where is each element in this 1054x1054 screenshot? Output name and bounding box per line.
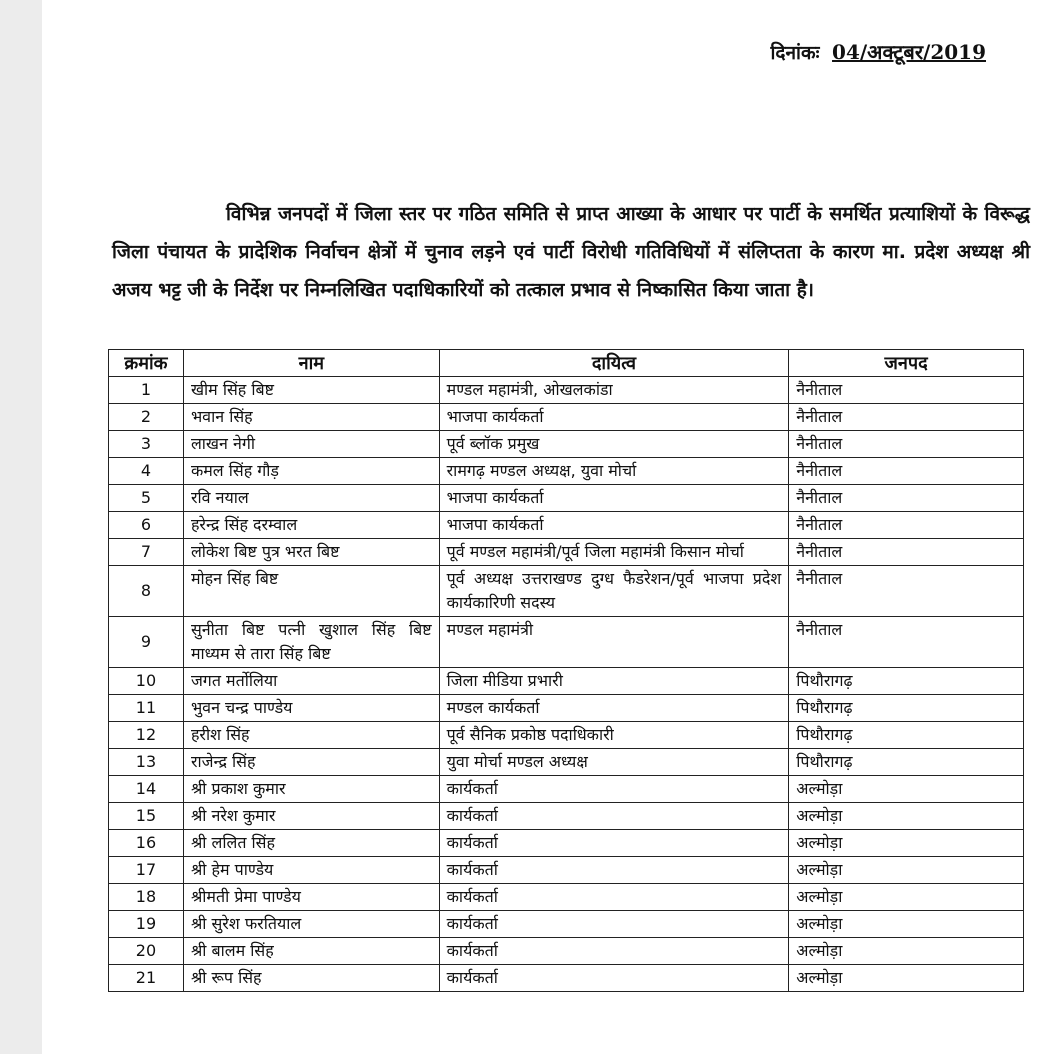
- name-cell: श्री रूप सिंह: [183, 965, 439, 992]
- serial-number-cell: 14: [109, 776, 184, 803]
- serial-number-cell: 17: [109, 857, 184, 884]
- serial-number-cell: 18: [109, 884, 184, 911]
- role-cell: भाजपा कार्यकर्ता: [439, 404, 789, 431]
- table-row: [109, 404, 1024, 431]
- table-row: [109, 377, 1024, 404]
- district-cell: अल्मोड़ा: [789, 884, 1024, 911]
- serial-number-cell: 12: [109, 722, 184, 749]
- district-cell: अल्मोड़ा: [789, 911, 1024, 938]
- serial-number-cell: 15: [109, 803, 184, 830]
- role-cell: भाजपा कार्यकर्ता: [439, 485, 789, 512]
- name-cell: कमल सिंह गौड़: [183, 458, 439, 485]
- district-cell: नैनीताल: [789, 539, 1024, 566]
- name-cell: श्री ललित सिंह: [183, 830, 439, 857]
- district-cell: अल्मोड़ा: [789, 776, 1024, 803]
- serial-number-cell: 21: [109, 965, 184, 992]
- role-cell: कार्यकर्ता: [439, 776, 789, 803]
- name-cell: श्री नरेश कुमार: [183, 803, 439, 830]
- table-body: [109, 377, 1024, 992]
- header-district: जनपद: [789, 350, 1024, 377]
- name-cell: हरीश सिंह: [183, 722, 439, 749]
- serial-number-cell: 19: [109, 911, 184, 938]
- role-cell: पूर्व ब्लॉक प्रमुख: [439, 431, 789, 458]
- role-cell: जिला मीडिया प्रभारी: [439, 668, 789, 695]
- role-cell: कार्यकर्ता: [439, 857, 789, 884]
- date-line: [771, 38, 987, 65]
- district-cell: अल्मोड़ा: [789, 938, 1024, 965]
- table-row: [109, 857, 1024, 884]
- name-cell: मोहन सिंह बिष्ट: [183, 566, 439, 617]
- role-cell: रामगढ़ मण्डल अध्यक्ष, युवा मोर्चा: [439, 458, 789, 485]
- table-row: [109, 539, 1024, 566]
- district-cell: अल्मोड़ा: [789, 803, 1024, 830]
- district-cell: नैनीताल: [789, 566, 1024, 617]
- table-row: [109, 911, 1024, 938]
- district-cell: पिथौरागढ़: [789, 668, 1024, 695]
- district-cell: पिथौरागढ़: [789, 749, 1024, 776]
- table-row: [109, 458, 1024, 485]
- expelled-members-table: [108, 349, 1024, 992]
- name-cell: रवि नयाल: [183, 485, 439, 512]
- serial-number-cell: 6: [109, 512, 184, 539]
- serial-number-cell: 2: [109, 404, 184, 431]
- name-cell: श्री बालम सिंह: [183, 938, 439, 965]
- district-cell: नैनीताल: [789, 512, 1024, 539]
- name-cell: लोकेश बिष्ट पुत्र भरत बिष्ट: [183, 539, 439, 566]
- role-cell: भाजपा कार्यकर्ता: [439, 512, 789, 539]
- role-cell: पूर्व अध्यक्ष उत्तराखण्ड दुग्ध फैडरेशन/पूर्व भाजपा प्रदेश कार्यकारिणी सदस्य: [439, 566, 789, 617]
- name-cell: श्री प्रकाश कुमार: [183, 776, 439, 803]
- serial-number-cell: 3: [109, 431, 184, 458]
- district-cell: नैनीताल: [789, 485, 1024, 512]
- serial-number-cell: 13: [109, 749, 184, 776]
- district-cell: अल्मोड़ा: [789, 830, 1024, 857]
- district-cell: नैनीताल: [789, 377, 1024, 404]
- role-cell: पूर्व सैनिक प्रकोष्ठ पदाधिकारी: [439, 722, 789, 749]
- role-cell: कार्यकर्ता: [439, 803, 789, 830]
- table-row: [109, 431, 1024, 458]
- name-cell: श्री हेम पाण्डेय: [183, 857, 439, 884]
- serial-number-cell: 4: [109, 458, 184, 485]
- date-value: 04/अक्टूबर/2019: [832, 40, 986, 64]
- role-cell: मण्डल कार्यकर्ता: [439, 695, 789, 722]
- table-row: [109, 749, 1024, 776]
- header-name: नाम: [183, 350, 439, 377]
- order-paragraph: विभिन्न जनपदों में जिला स्तर पर गठित समिति से प्राप्त आख्या के आधार पर पार्टी के समर्थित प्रत्याशियों के विरूद्ध जिला पंचायत के प्रादेशिक निर्वाचन क्षेत्रों में चुनाव लड़ने एवं पार्टी विरोधी गतिविधियों में संलिप्तता के कारण मा. प्रदेश अध्यक्ष श्री अजय भट्ट जी के निर्देश पर निम्नलिखित पदाधिकारियों को तत्काल प्रभाव से निष्कासित किया जाता है।: [112, 203, 1030, 301]
- role-cell: युवा मोर्चा मण्डल अध्यक्ष: [439, 749, 789, 776]
- name-cell: जगत मर्तोलिया: [183, 668, 439, 695]
- serial-number-cell: 1: [109, 377, 184, 404]
- role-cell: कार्यकर्ता: [439, 911, 789, 938]
- district-cell: नैनीताल: [789, 431, 1024, 458]
- name-cell: हरेन्द्र सिंह दरम्वाल: [183, 512, 439, 539]
- district-cell: अल्मोड़ा: [789, 965, 1024, 992]
- district-cell: नैनीताल: [789, 458, 1024, 485]
- serial-number-cell: 16: [109, 830, 184, 857]
- role-cell: कार्यकर्ता: [439, 965, 789, 992]
- table-row: [109, 830, 1024, 857]
- name-cell: राजेन्द्र सिंह: [183, 749, 439, 776]
- name-cell: भुवन चन्द्र पाण्डेय: [183, 695, 439, 722]
- table-row: [109, 566, 1024, 617]
- district-cell: अल्मोड़ा: [789, 857, 1024, 884]
- name-cell: भवान सिंह: [183, 404, 439, 431]
- role-cell: कार्यकर्ता: [439, 830, 789, 857]
- role-cell: मण्डल महामंत्री: [439, 617, 789, 668]
- role-cell: कार्यकर्ता: [439, 884, 789, 911]
- role-cell: पूर्व मण्डल महामंत्री/पूर्व जिला महामंत्री किसान मोर्चा: [439, 539, 789, 566]
- table-row: [109, 617, 1024, 668]
- table-row: [109, 512, 1024, 539]
- name-cell: लाखन नेगी: [183, 431, 439, 458]
- role-cell: मण्डल महामंत्री, ओखलकांडा: [439, 377, 789, 404]
- district-cell: नैनीताल: [789, 617, 1024, 668]
- table-row: [109, 722, 1024, 749]
- header-serial: क्रमांक: [109, 350, 184, 377]
- serial-number-cell: 11: [109, 695, 184, 722]
- district-cell: पिथौरागढ़: [789, 722, 1024, 749]
- serial-number-cell: 8: [109, 566, 184, 617]
- name-cell: श्रीमती प्रेमा पाण्डेय: [183, 884, 439, 911]
- serial-number-cell: 10: [109, 668, 184, 695]
- table-header-row: [109, 350, 1024, 377]
- name-cell: खीम सिंह बिष्ट: [183, 377, 439, 404]
- name-cell: सुनीता बिष्ट पत्नी खुशाल सिंह बिष्ट माध्यम से तारा सिंह बिष्ट: [183, 617, 439, 668]
- table-row: [109, 485, 1024, 512]
- table-row: [109, 668, 1024, 695]
- role-cell: कार्यकर्ता: [439, 938, 789, 965]
- name-cell: श्री सुरेश फरतियाल: [183, 911, 439, 938]
- table-row: [109, 695, 1024, 722]
- table-row: [109, 965, 1024, 992]
- district-cell: पिथौरागढ़: [789, 695, 1024, 722]
- table-row: [109, 884, 1024, 911]
- serial-number-cell: 7: [109, 539, 184, 566]
- district-cell: नैनीताल: [789, 404, 1024, 431]
- document-page: [42, 0, 1054, 1054]
- serial-number-cell: 20: [109, 938, 184, 965]
- serial-number-cell: 9: [109, 617, 184, 668]
- table-row: [109, 776, 1024, 803]
- date-label: दिनांकः: [770, 42, 820, 64]
- table-row: [109, 803, 1024, 830]
- header-role: दायित्व: [439, 350, 789, 377]
- serial-number-cell: 5: [109, 485, 184, 512]
- table-row: [109, 938, 1024, 965]
